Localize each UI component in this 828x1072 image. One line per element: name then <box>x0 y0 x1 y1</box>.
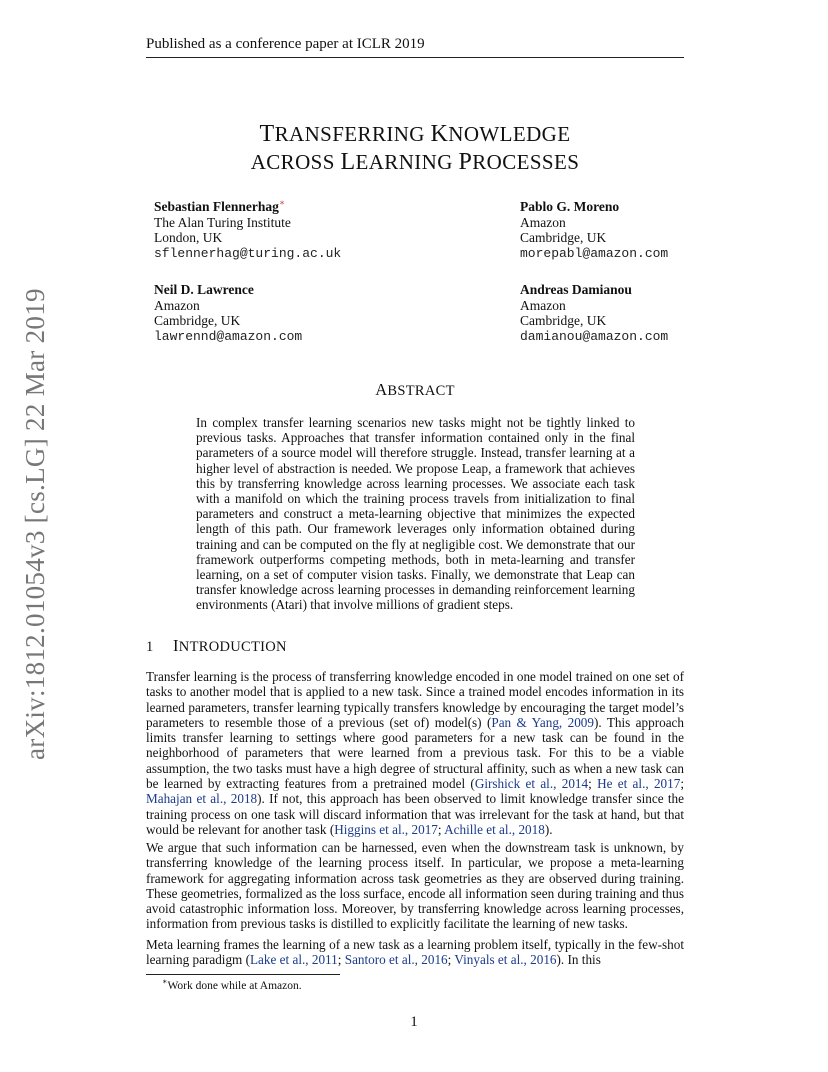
author-location: Cambridge, UK <box>520 230 607 245</box>
author-name: Sebastian Flennerhag <box>154 199 279 214</box>
body-text: ; <box>337 952 345 968</box>
author-block <box>520 199 668 261</box>
author-name: Neil D. Lawrence <box>154 282 254 297</box>
arxiv-stamp[interactable]: arXiv:1812.01054v3 [cs.LG] 22 Mar 2019 <box>20 288 50 760</box>
title-cap: P <box>458 149 473 175</box>
author-email[interactable]: morepabl@amazon.com <box>520 245 669 261</box>
citation-link[interactable]: Vinyals et al., 2016 <box>454 952 557 968</box>
section-heading-introduction <box>146 636 287 656</box>
page-number: 1 <box>410 1014 418 1030</box>
body-text: ). If not, this approach has been observed to limit knowledge transfer since the training process on one task will discard information that was irrelevant for the task at hand, but that would be relevant for another task ( <box>146 791 685 837</box>
title-cap: K <box>430 121 449 147</box>
author-affiliation: Amazon <box>520 297 566 313</box>
running-header: Published as a conference paper at ICLR 2019 <box>146 36 425 52</box>
body-text: ; <box>447 952 455 968</box>
citation-link[interactable]: He et al., 2017 <box>597 776 681 792</box>
citation-link[interactable]: Mahajan et al., 2018 <box>146 791 258 807</box>
author-affiliation: Amazon <box>154 297 200 313</box>
title-line-1 <box>146 120 684 148</box>
footnote-mark: ∗ <box>162 977 168 986</box>
author-location: Cambridge, UK <box>154 313 241 328</box>
section-number: 1 <box>146 639 154 655</box>
heading-cap: I <box>173 636 179 655</box>
footnote <box>162 977 302 992</box>
body-text: ; <box>437 821 445 837</box>
title-text: ACROSS <box>250 150 341 174</box>
intro-paragraph-1 <box>146 669 684 837</box>
heading-text: BSTRACT <box>387 383 455 399</box>
citation-link[interactable]: Santoro et al., 2016 <box>344 952 448 968</box>
author-location: Cambridge, UK <box>520 313 607 328</box>
author-block <box>154 282 302 344</box>
title-text: ROCESSES <box>472 150 580 174</box>
intro-paragraph-3 <box>146 937 684 968</box>
body-text: ). This approach limits transfer learning to settings where good parameters for a new task can be found in the neighborhood of parameters that were learned from a previous task. For this to be a viable assumption, the two tasks must have a high degree of structural affinity, such as when a new task can be learned by extracting features from a pretrained model ( <box>146 714 684 792</box>
title-line-2 <box>146 148 684 176</box>
heading-text: NTRODUCTION <box>178 639 287 655</box>
citation-link[interactable]: Higgins et al., 2017 <box>334 821 438 837</box>
author-email[interactable]: lawrennd@amazon.com <box>154 328 303 344</box>
author-name-line <box>154 199 341 215</box>
author-block <box>154 199 341 261</box>
footnote-text: Work done while at Amazon. <box>167 979 302 992</box>
header-rule <box>146 57 684 58</box>
citation-link[interactable]: Achille et al., 2018 <box>444 821 545 837</box>
title-cap: T <box>259 121 275 147</box>
body-text: Meta learning frames the learning of a new task as a learning problem itself, typically in the few-shot learning paradigm ( <box>146 937 684 968</box>
abstract-heading <box>146 380 684 400</box>
author-name: Pablo G. Moreno <box>520 199 620 214</box>
abstract-body: In complex transfer learning scenarios new tasks might not be tightly linked to previous tasks. Approaches that transfer information contained only in the final parameters of a source model will therefore struggle. Instead, transfer learning at a higher level of abstraction is needed. We propose Leap, a framework that achieves this by transferring knowledge across learning processes. We associate each task with a manifold on which the training process travels from initialization to final parameters and construct a meta-learning objective that minimizes the expected length of this path. Our framework leverages only information obtained during training and can be computed on the fly at negligible cost. We demonstrate that our framework outperforms competing methods, both in meta-learning and transfer learning, on a set of computer vision tasks. Finally, we demonstrate that Leap can transfer knowledge across learning processes in demanding reinforcement learning environments (Atari) that involve millions of gradient steps. <box>196 415 635 613</box>
title-text: NOWLEDGE <box>448 122 571 146</box>
title-text: RANSFERRING <box>274 122 431 146</box>
author-location: London, UK <box>154 230 223 245</box>
title-text: EARNING <box>355 150 459 174</box>
author-email[interactable]: sflennerhag@turing.ac.uk <box>154 245 342 261</box>
intro-paragraph-2: We argue that such information can be harnessed, even when the downstream task is unknown, by transferring knowledge of the learning process itself. In particular, we propose a meta-learning framework for aggregating information across task geometries as they are observed during training. These geometries, formalized as the loss surface, encode all information seen during training and thus avoid catastrophic information loss. Moreover, by transferring knowledge across learning processes, information from previous tasks is distilled to explicitly facilitate the learning of new tasks. <box>146 840 684 932</box>
title-cap: L <box>340 149 356 175</box>
author-affiliation: Amazon <box>520 214 566 230</box>
heading-cap: A <box>375 380 388 399</box>
author-email[interactable]: damianou@amazon.com <box>520 328 669 344</box>
body-text: ). <box>544 821 553 837</box>
citation-link[interactable]: Girshick et al., 2014 <box>474 776 589 792</box>
body-text: Transfer learning is the process of transferring knowledge encoded in one model trained on one set of tasks to another model that is applied to a new task. Since a trained model encodes information in its learned parameters, transfer learning typically transfers knowledge by encouraging the target model’s parameters to resemble those of a previous (set of) model(s) ( <box>146 669 684 730</box>
body-text: ; <box>680 776 685 792</box>
author-footnote-mark[interactable]: ∗ <box>278 197 286 208</box>
author-block <box>520 282 668 344</box>
body-text: ). In this <box>556 952 601 968</box>
citation-link[interactable]: Lake et al., 2011 <box>250 952 338 968</box>
body-text: ; <box>588 776 598 792</box>
author-affiliation: The Alan Turing Institute <box>154 214 291 230</box>
footnote-rule <box>146 974 340 975</box>
author-name: Andreas Damianou <box>520 282 632 297</box>
citation-link[interactable]: Pan & Yang, 2009 <box>491 714 594 730</box>
paper-title <box>146 120 684 176</box>
